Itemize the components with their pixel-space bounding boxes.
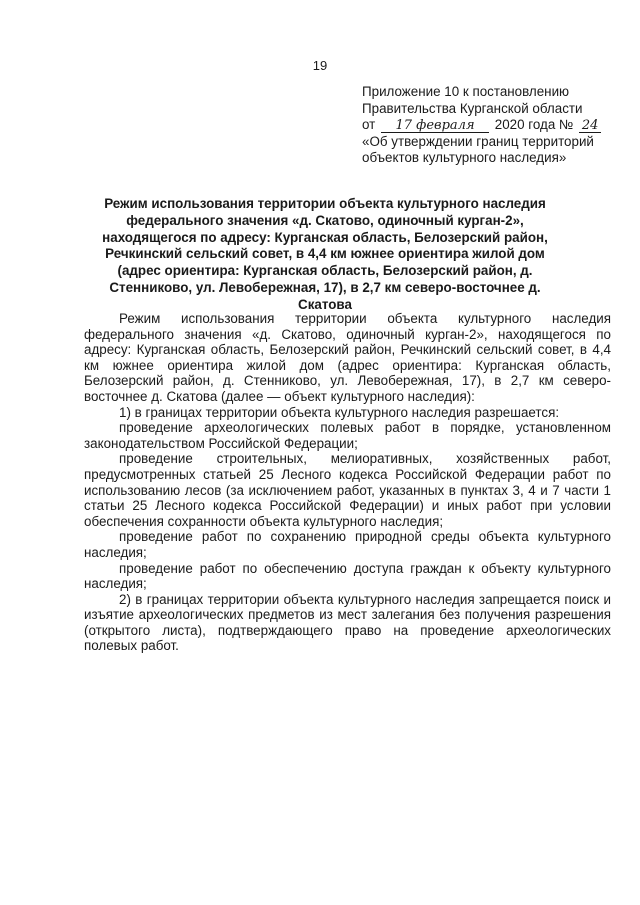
appendix-line-1: Приложение 10 к постановлению [362, 84, 570, 99]
paragraph-permitted-heading: 1) в границах территории объекта культурного наследия разрешается: [119, 404, 560, 420]
handwritten-number: 24 [579, 119, 601, 133]
paragraph-permitted-access: проведение работ по обеспечению доступа граждан к объекту культурного наследия; [84, 560, 611, 592]
document-body [84, 311, 611, 654]
appendix-line-5: объектов культурного наследия» [362, 150, 567, 165]
paragraph-permitted-construction: проведение строительных, мелиоративных, хозяйственных работ, предусмотренных статьей 25 Лесного кодекса Российской Федерации работ по использованию лесов (за исключением работ, указанных в пунктах 3, 4 и 7 части 1 статьи 25 Лесного кодекса Российской Федерации) и иных работ при условии обеспечения сохранности объекта культурного наследия; [84, 451, 611, 529]
appendix-year-text: 2020 года № [494, 117, 574, 132]
handwritten-date: 17 февраля [381, 119, 489, 133]
appendix-line-4: «Об утверждении границ территорий [362, 133, 594, 149]
appendix-header [362, 84, 612, 167]
appendix-from-word: от [362, 117, 376, 132]
document-title: Режим использования территории объекта культурного наследия федерального значения «д. Скатово, одиночный курган-2», находящегося по адресу: Курганская область, Белозерский район, Речкинский сельский совет, в 4,4 км южнее ориентира жилой дом (адрес ориентира: Курганская область, Белозерский район, д. Стенниково, ул. Левобережная, 17), в 2,7 км северо-восточнее д. Скатова [102, 196, 548, 312]
paragraph-permitted-nature: проведение работ по сохранению природной среды объекта культурного наследия; [84, 529, 611, 560]
paragraph-prohibited: 2) в границах территории объекта культурного наследия запрещается поиск и изъятие археологических предметов из мест залегания без получения разрешения (открытого листа), подтверждающего право на проведение археологических полевых работ. [84, 591, 611, 654]
appendix-line-2: Правительства Курганской области [362, 100, 583, 116]
paragraph-permitted-archaeology: проведение археологических полевых работ в порядке, установленном законодательством Российской Федерации; [84, 420, 611, 451]
paragraph-intro: Режим использования территории объекта культурного наследия федерального значения «д. Скатово, одиночный курган-2», находящегося по адресу: Курганская область, Белозерский район, Речкинский сельский совет, в 4,4 км южнее ориентира жилой дом (адрес ориентира: Курганская область, Белозерский район, д. Стенниково, ул. Левобережная, 17), в 2,7 км северо-восточнее д. Скатова (далее — объект культурного наследия): [84, 311, 611, 404]
appendix-line-3 [362, 117, 612, 134]
page-number: 19 [312, 58, 328, 73]
